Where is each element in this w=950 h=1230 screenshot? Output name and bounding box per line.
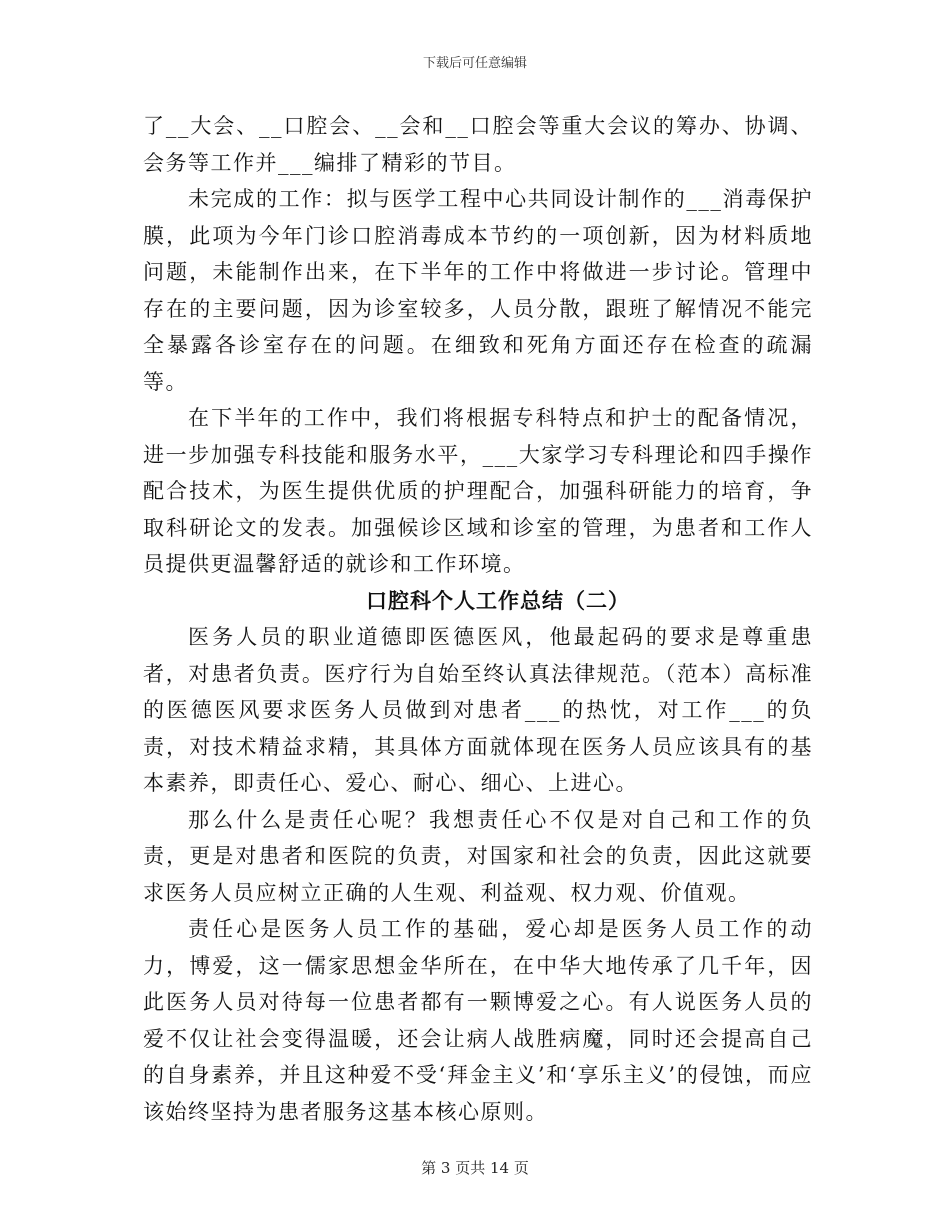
paragraph-continuation: 了__大会、__口腔会、__会和__口腔会等重大会议的筹办、协调、会务等工作并___编排了精彩的节目。 [143,114,813,175]
section-title: 口腔科个人工作总结（二） [366,587,630,613]
paragraph-love: 责任心是医务人员工作的基础，爱心却是医务人员工作的动力，博爱，这一儒家思想金华所在，在中华大地传承了几千年，因此医务人员对待每一位患者都有一颗博爱之心。有人说医务人员的爱不仅让社会变得温暖，还会让病人战胜病魔，同时还会提高自己的自身素养，并且这种爱不受‘拜金主义’和‘享乐主义’的侵蚀，而应该始终坚持为患者服务这基本核心原则。 [143,917,813,1124]
paragraph-responsibility: 那么什么是责任心呢？我想责任心不仅是对自己和工作的负责，更是对患者和医院的负责，对国家和社会的负责，因此这就要求医务人员应树立正确的人生观、利益观、权力观、价值观。 [143,807,813,905]
paragraph-unfinished-work: 未完成的工作：拟与医学工程中心共同设计制作的___消毒保护膜，此项为今年门诊口腔消毒成本节约的一项创新，因为材料质地问题，未能制作出来，在下半年的工作中将做进一步讨论。管理中存在的主要问题，因为诊室较多，人员分散，跟班了解情况不能完全暴露各诊室存在的问题。在细致和死角方面还存在检查的疏漏等。 [143,187,813,394]
document-body [143,108,813,1130]
paragraph-medical-ethics: 医务人员的职业道德即医德医风，他最起码的要求是尊重患者，对患者负责。医疗行为自始至终认真法律规范。（范本）高标准的医德医风要求医务人员做到对患者___的热忱，对工作___的负责，对技术精益求精，其具体方面就体现在医务人员应该具有的基本素养，即责任心、爱心、耐心、细心、上进心。 [143,625,813,795]
paragraph-second-half-plan: 在下半年的工作中，我们将根据专科特点和护士的配备情况，进一步加强专科技能和服务水平，___大家学习专科理论和四手操作配合技术，为医生提供优质的护理配合，加强科研能力的培育，争取科研论文的发表。加强候诊区域和诊室的管理，为患者和工作人员提供更温馨舒适的就诊和工作环境。 [143,406,813,576]
page-footer: 第 3 页共 14 页 [421,1159,529,1177]
page-header: 下载后可任意编辑 [422,56,527,71]
